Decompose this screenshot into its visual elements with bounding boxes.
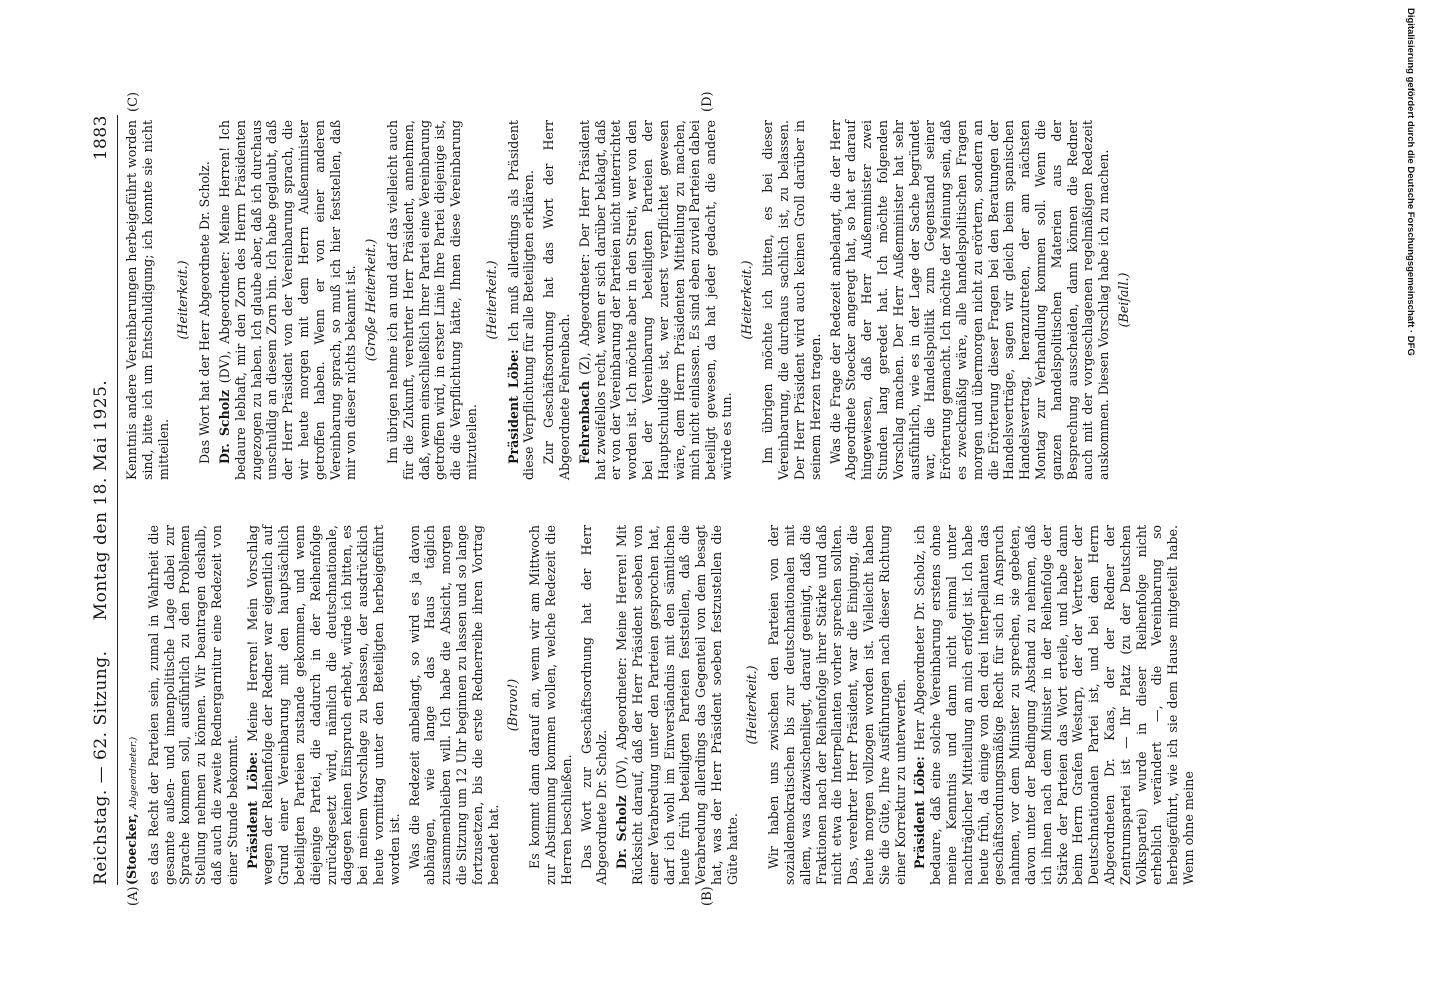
continued-speaker-line [124, 525, 142, 885]
paragraph [912, 525, 1196, 885]
margin-mark-d: (D) [700, 91, 715, 112]
page-header [88, 115, 114, 885]
paragraph: Das Wort hat der Herr Abgeordnete Dr. Scholz. [197, 161, 213, 464]
paragraph: Es kommt dann darauf an, wenn wir am Mittwoch zur Abstimmung kommen wollen, welche Redezeit die Herren beschließen. [527, 525, 574, 885]
reaction: (Bravo!) [505, 678, 521, 732]
paragraph [577, 120, 735, 480]
left-column [124, 525, 1201, 885]
paragraph [217, 120, 359, 480]
speech-text: (DV), Abgeordneter: Meine Herren! Mit Rücksicht darauf, daß der Herr Präsident soeben von einer Verabredung unter den Parteien gesprochen hat, darf ich wohl im Einverständnis mit den sämtlichen heute früh beteiligten Parteien feststellen, daß die Verabredung allerdings das Gegenteil von dem besagt hat, was der Herr Präsident soeben festzustellen die Güte hatte. [614, 525, 740, 885]
speech-text: Meine Herren! Mein Vorschlag wegen der Reihenfolge der Redner war eigentlich auf Grund einer Vereinbarung mit den hauptsächlich beteiligten Parteien zustande gekommen, und wenn diejenige Partei, die dadurch in der Reihenfolge zurückgesetzt wird, nämlich die deutschnationale, dagegen keinen Einspruch erhebt, würde ich bitten, es bei meinem Vorschlage zu belassen, der ausdrücklich heute vormittag unter den Beteiligten herbeigeführt worden ist. [244, 525, 402, 885]
speaker-name: Präsident Löbe: [912, 756, 928, 869]
speech-text: (DV), Abgeordneter: Meine Herren! Ich bedaure lebhaft, mir den Zorn des Herrn Präsidenten zugezogen zu haben. Ich glaube aber, daß ich durchaus unschuldig an diesem Zorn bin. Ich habe geglaubt, daß der Herr Präsident von der Vereinbarung sprach, die wir heute morgen mit dem Herrn Außenminister getroffen haben. Wenn er von einer anderen Vereinbarung sprach, so muß ich hier feststellen, daß mir von dieser nichts bekannt ist. [216, 120, 359, 480]
margin-mark-c: (C) [126, 91, 141, 112]
paragraph: es das Recht der Parteien sein, zumal in Wahrheit die gesamte außen- und innenpolitische Lage dabei zur Sprache kommen soll, ausführlich zu den Problemen Stellung nehmen zu können. Wir beantragen deshalb, daß auch die zweite Rednergarnitur eine Redezeit von einer Stunde bekommt. [145, 525, 240, 885]
header-page-number: 1883 [91, 115, 111, 161]
reaction: (Heiterkeit.) [175, 260, 191, 340]
margin-mark-a: (A) [126, 886, 141, 906]
funding-note-text: Digitalisierung gefördert durch die Deutsche Forschungsgemeinschaft · DFG [1405, 8, 1416, 356]
margin-mark-b: (B) [700, 886, 715, 906]
paragraph [245, 525, 403, 885]
paragraph: Wir haben uns zwischen den Parteien von der sozialdemokratischen bis zur deutschnationalen mit allem, was dazwischenliegt, darauf geeinigt, daß die Fraktionen nach der Reihenfolge ihrer Stärke und daß nicht etwa die Interpellanten vorher sprechen sollten. Das, verehrter Herr Präsident, war die Einigung, die heute morgen vollzogen worden ist. Vielleicht haben Sie die Güte, Ihre Ausführungen nach dieser Richtung einer Korrektur zu unterwerfen. [766, 525, 908, 885]
reaction: (Große Heiterkeit.) [363, 238, 379, 362]
paragraph: Im übrigen möchte ich bitten, es bei dieser Vereinbarung, die durchaus sachlich ist, zu belassen. Der Herr Präsident wird auch keinen Groll darüber in seinem Herzen tragen. [760, 120, 823, 480]
speech-text: (Z), Abgeordneter: Der Herr Präsident hat zweifellos recht, wenn er sich darüber beklagt, daß er von der Vereinbarung der Parteien nicht unterrichtet worden ist. Ich möchte aber in den Streit, wer von den bei der Vereinbarung beteiligten Parteien der Hauptschuldige ist, wer zuerst verpflichtet gewesen wäre, dem Herrn Präsidenten Mitteilung zu machen, mich nicht einlassen. Es sind eben zuviel Parteien dabei beteiligt gewesen, da hat jeder gedacht, die andere würde es tun. [576, 120, 734, 480]
speaker-name: (Stoecker, [124, 813, 139, 885]
speaker-name: Fehrenbach [576, 380, 592, 464]
speaker-name: Dr. Scholz [614, 795, 630, 869]
header-date: Montag den 18. Mai 1925. [91, 379, 111, 621]
funding-note [1405, 8, 1416, 608]
paragraph [614, 525, 740, 885]
right-column [124, 120, 1138, 480]
paragraph: Was die Frage der Redezeit anbelangt, die der Herr Abgeordnete Stoecker angeregt hat, so hat er darauf hingewiesen, daß der Herr Außenminister zwei Stunden lang geredet hat. Ich möchte folgenden Vorschlag machen. Der Herr Außenminister hat sehr ausführlich, wie es in der Lage der Sache begründet war, die Handelspolitik zum Gegenstand seiner Erörterung gemacht. Ich möchte der Meinung sein, daß es zweckmäßig wäre, alle handelspolitischen Fragen morgen und übermorgen nicht zu erörtern, sondern an die Erörterung dieser Fragen bei den Beratungen der Handelsverträge, sagen wir gleich beim spanischen Handelsvertrag, heranzutreten, der am nächsten Montag zur Verhandlung kommen soll. Wenn die ganzen handelspolitischen Materien aus der Besprechung ausscheiden, dann können die Redner auch mit der vorgeschlagenen regelmäßigen Redezeit auskommen. Diesen Vorschlag habe ich zu machen. [827, 120, 1112, 480]
reaction: (Heiterkeit.) [483, 260, 499, 340]
reaction: (Beifall.) [1116, 272, 1132, 328]
paragraph: Kenntnis andere Vereinbarungen herbeigeführt worden sind, bitte ich um Entschuldigung; ich konnte sie nicht mitteilen. [124, 120, 171, 480]
header-session: Reichstag. — 62. Sitzung. [91, 650, 111, 885]
reaction: (Heiterkeit.) [738, 260, 754, 340]
header-rule [117, 115, 118, 885]
reaction: (Heiterkeit.) [744, 665, 760, 745]
paragraph [506, 120, 538, 480]
speech-text: Ich muß allerdings als Präsident diese Verpflichtung für alle Beteiligten erklären. [505, 120, 537, 480]
paragraph: Was die Redezeit anbelangt, so wird es ja davon abhängen, wie lange das Haus täglich zusammenbleiben will. Ich habe die Absicht, morgen die Sitzung um 12 Uhr beginnen zu lassen und so lange fortzusetzen, bis die erste Rednerreihe ihren Vortrag beendet hat. [406, 525, 501, 885]
speaker-name: Dr. Scholz [216, 389, 232, 464]
paragraph: Im übrigen nehme ich an und darf das vielleicht auch für die Zukunft, verehrter Herr Präsident, annehmen, daß, wenn einschließlich Ihrer Partei eine Vereinbarung getroffen wird, in erster Linie Ihre Partei diejenige ist, die die Verpflichtung hätte, Ihnen diese Vereinbarung mitzuteilen. [384, 120, 479, 480]
speaker-role: Abgeordneter.) [128, 736, 139, 810]
paragraph: Das Wort zur Geschäftsordnung hat der Herr Abgeordnete Dr. Scholz. [578, 525, 610, 885]
speaker-name: Präsident Löbe: [244, 751, 260, 869]
paragraph: Zur Geschäftsordnung hat das Wort der Herr Abgeordnete Fehrenbach. [541, 120, 572, 480]
speech-text: Herr Abgeordneter Dr. Scholz, ich bedaure, daß eine solche Vereinbarung erstens ohne meine Kenntnis und dann nicht einmal unter nachträglicher Mitteilung an mich erfolgt ist. Ich habe heute früh, da einige von den drei Interpellanten das geschäftsordnungsmäßige Recht für sich in Anspruch nahmen, vor dem Minister zu sprechen, sie gebeten, davon unter der Bedingung Abstand zu nehmen, daß ich ihnen nach dem Minister in der Reihenfolge der Stärke der Parteien das Wort erteile, und habe dann beim Herrn Grafen Westarp, der der Vertreter der Deutschnationalen Partei ist, und bei dem Herrn Abgeordneten Dr. Kaas, der der Redner der Zentrumspartei ist — Ihr Platz (zu der Deutschen Volkspartei) wurde in dieser Reihenfolge nicht erheblich verändert —, die Vereinbarung so herbeigeführt, wie ich sie dem Hause mitgeteilt habe. Wenn ohne meine [912, 525, 1196, 885]
speaker-name: Präsident Löbe: [505, 349, 521, 464]
